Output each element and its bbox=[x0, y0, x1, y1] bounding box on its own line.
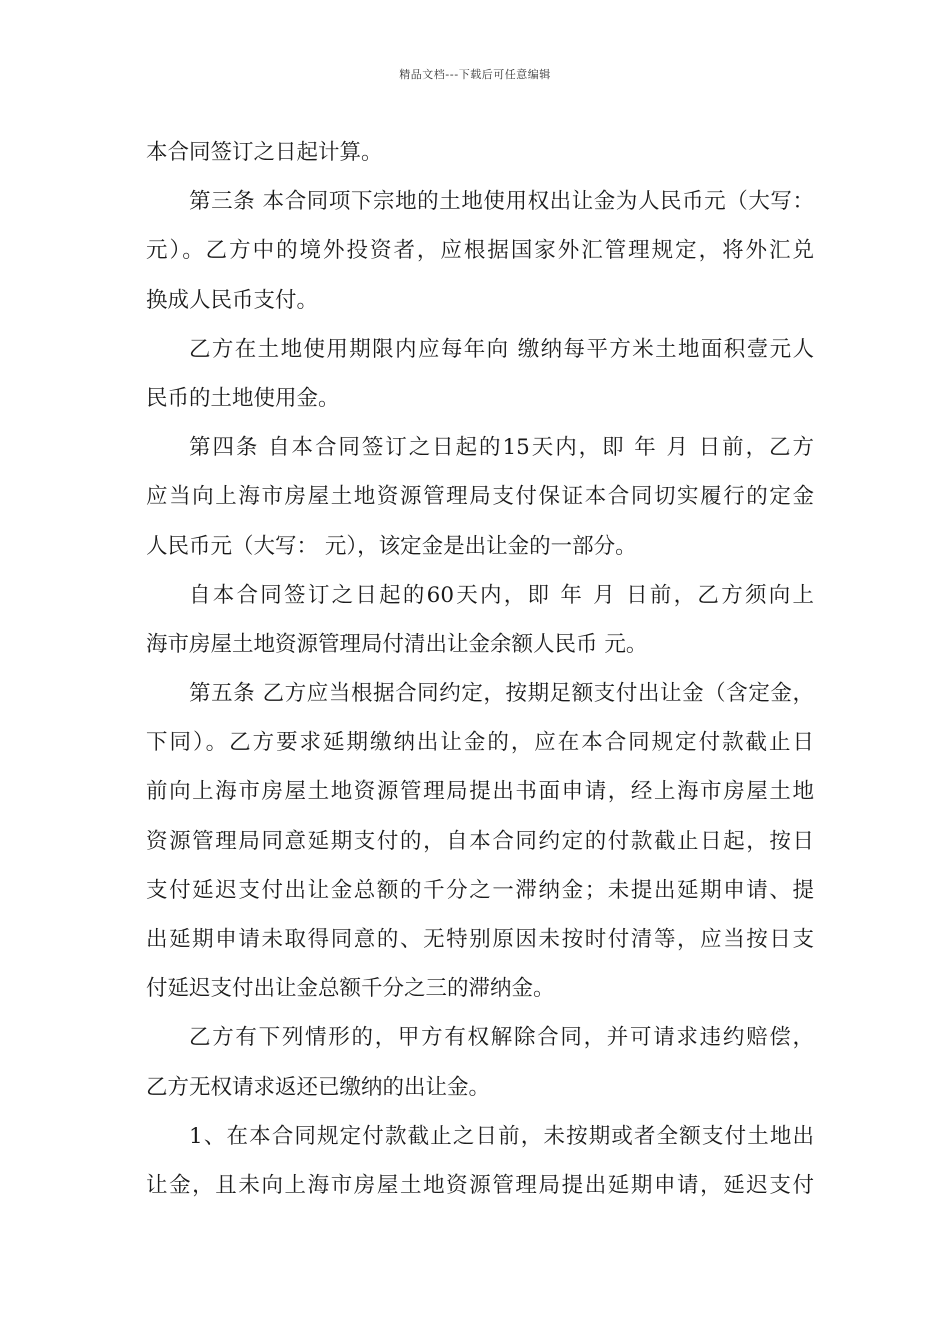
text-line: 民币的土地使用金。 bbox=[146, 385, 340, 411]
text-line: 乙方有下列情形的，甲方有权解除合同，并可请求违约赔偿， bbox=[189, 1025, 814, 1051]
document-body bbox=[146, 128, 814, 1210]
text-line: 1、在本合同规定付款截止之日前，未按期或者全额支付土地出 bbox=[189, 1123, 814, 1149]
text-line: 乙方在土地使用期限内应每年向 缴纳每平方米土地面积壹元人 bbox=[189, 336, 814, 362]
page-header: 精品文档---下载后可任意编辑 bbox=[399, 68, 551, 81]
text-line: 海市房屋土地资源管理局付清出让金余额人民币 元。 bbox=[146, 631, 648, 657]
text-line: 第五条 乙方应当根据合同约定，按期足额支付出让金（含定金， bbox=[189, 681, 814, 707]
text-line: 人民币元（大写： 元），该定金是出让金的一部分。 bbox=[146, 533, 637, 559]
text-line: 付延迟支付出让金总额千分之三的滞纳金。 bbox=[146, 976, 555, 1002]
text-line: 让金，且未向上海市房屋土地资源管理局提出延期申请，延迟支付 bbox=[146, 1172, 814, 1198]
text-line: 本合同签订之日起计算。 bbox=[146, 140, 383, 165]
text-line: 第三条 本合同项下宗地的土地使用权出让金为人民币元（大写： bbox=[189, 189, 814, 215]
text-line: 前向上海市房屋土地资源管理局提出书面申请，经上海市房屋土地 bbox=[146, 779, 814, 805]
text-line: 应当向上海市房屋土地资源管理局支付保证本合同切实履行的定金 bbox=[146, 484, 814, 510]
text-line: 乙方无权请求返还已缴纳的出让金。 bbox=[146, 1074, 491, 1100]
text-line: 资源管理局同意延期支付的，自本合同约定的付款截止日起，按日 bbox=[146, 828, 814, 854]
text-line: 自本合同签订之日起的60天内，即 年 月 日前，乙方须向上 bbox=[189, 582, 814, 608]
text-line: 出延期申请未取得同意的、无特别原因未按时付清等，应当按日支 bbox=[146, 927, 814, 952]
text-line: 元）。乙方中的境外投资者，应根据国家外汇管理规定，将外汇兑 bbox=[146, 238, 814, 264]
text-line: 支付延迟支付出让金总额的千分之一滞纳金；未提出延期申请、提 bbox=[146, 877, 814, 903]
text-line: 换成人民币支付。 bbox=[146, 287, 319, 313]
text-line: 下同）。乙方要求延期缴纳出让金的，应在本合同规定付款截止日 bbox=[146, 730, 814, 756]
text-line: 第四条 自本合同签订之日起的15天内，即 年 月 日前，乙方 bbox=[189, 435, 814, 461]
